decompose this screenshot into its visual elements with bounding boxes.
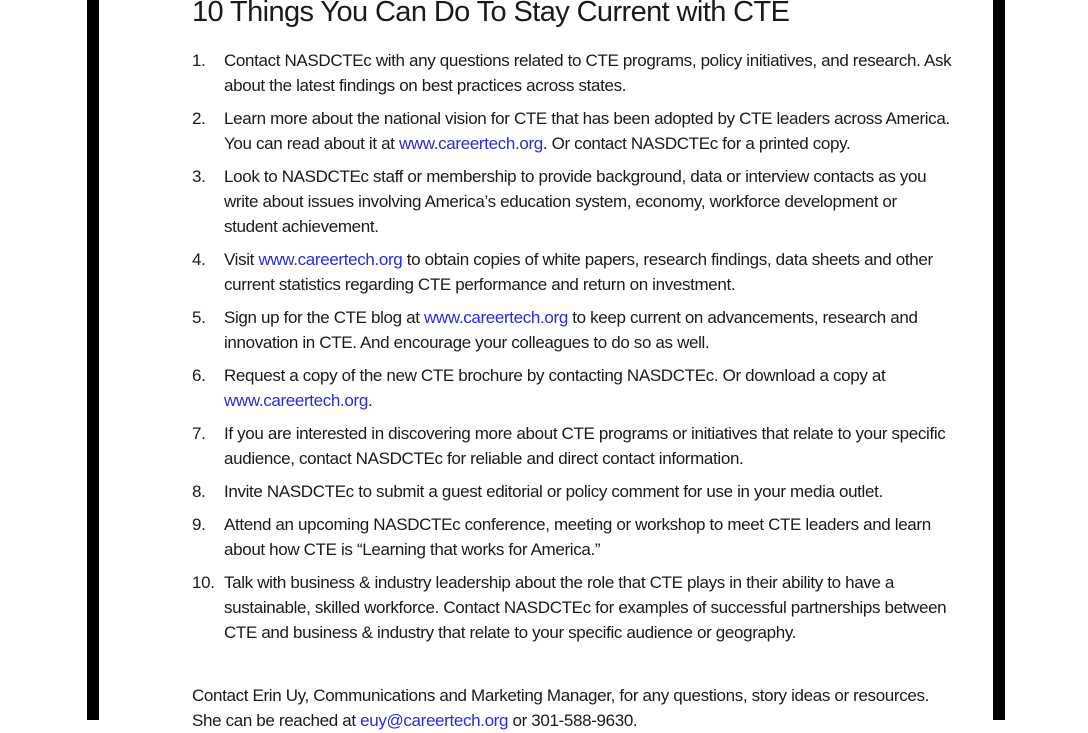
text-run: Look to NASDCTEc staff or membership to provide background, data or interview contacts as you write about issues involving America’s education system, economy, workforce development or student achievement. (224, 167, 927, 236)
item-text (224, 109, 950, 153)
item-number: 4. (192, 250, 206, 269)
careertech-link[interactable]: www.careertech.org (424, 308, 568, 327)
item-number: 5. (192, 308, 206, 327)
item-text (224, 515, 931, 559)
item-number: 9. (192, 515, 206, 534)
list-item (192, 247, 952, 297)
text-run: Invite NASDCTEc to submit a guest editorial or policy comment for use in your media outlet. (224, 482, 883, 501)
item-text (224, 51, 951, 95)
text-run: Contact Erin Uy, Communications and Marketing Manager, for any questions, story ideas or resources. She can be reached at (192, 686, 929, 730)
text-run: to obtain copies of white papers, research findings, data sheets and other current statistics regarding CTE performance and return on investment. (224, 250, 933, 294)
text-run: Contact NASDCTEc with any questions related to CTE programs, policy initiatives, and research. Ask about the latest findings on best practices across states. (224, 51, 952, 95)
careertech-link[interactable]: www.careertech.org (258, 250, 403, 269)
item-number: 6. (192, 366, 206, 385)
item-text (224, 424, 945, 468)
list-item (192, 106, 952, 156)
list-item (192, 512, 952, 562)
text-run: Request a copy of the new CTE brochure by contacting NASDCTEc. Or download a copy at (224, 366, 886, 385)
text-run: If you are interested in discovering more about CTE programs or initiatives that relate to your specific audience, contact NASDCTEc for reliable and direct contact information. (224, 424, 946, 468)
careertech-link[interactable]: www.careertech.org (224, 391, 368, 410)
item-text (224, 250, 933, 294)
text-run: to keep current on advancements, research and innovation in CTE. And encourage your colleagues to do so as well. (224, 308, 918, 352)
page-border-left (87, 0, 99, 720)
item-text (224, 482, 883, 501)
page-border-right (993, 0, 1005, 720)
text-run: . (367, 391, 373, 410)
list-item (192, 48, 952, 98)
list-item (192, 164, 952, 239)
list-item (192, 421, 952, 471)
email-link[interactable]: euy@careertech.org (360, 711, 509, 730)
tips-list (192, 48, 952, 653)
item-text (224, 573, 946, 642)
item-text (224, 308, 918, 352)
text-run: Attend an upcoming NASDCTEc conference, meeting or workshop to meet CTE leaders and learn about how CTE is “Learning that works for America.” (224, 515, 931, 559)
careertech-link[interactable]: www.careertech.org (398, 134, 543, 153)
contact-paragraph (192, 683, 952, 733)
item-number: 10. (192, 573, 215, 592)
text-run: or 301-588-9630. (508, 711, 638, 730)
document-page (99, 0, 993, 730)
list-item (192, 363, 952, 413)
item-number: 8. (192, 482, 206, 501)
text-run: Sign up for the CTE blog at (224, 308, 424, 327)
list-item (192, 570, 969, 645)
item-text (224, 167, 926, 236)
item-number: 2. (192, 109, 206, 128)
item-number: 3. (192, 167, 206, 186)
page-title: 10 Things You Can Do To Stay Current with CTE (192, 0, 790, 28)
item-text (224, 366, 885, 410)
item-number: 7. (192, 424, 206, 443)
text-run: Talk with business & industry leadership about the role that CTE plays in their ability to have a sustainable, skilled workforce. Contact NASDCTEc for examples of successful partnerships between CTE and business & industry that relate to your specific audience or geography. (224, 573, 947, 642)
text-run: . Or contact NASDCTEc for a printed copy. (542, 134, 851, 153)
text-run: Learn more about the national vision for CTE that has been adopted by CTE leaders across America. You can read about it at (224, 109, 950, 153)
text-run: Visit (224, 250, 259, 269)
list-item (192, 305, 952, 355)
item-number: 1. (192, 51, 206, 70)
list-item (192, 479, 952, 504)
